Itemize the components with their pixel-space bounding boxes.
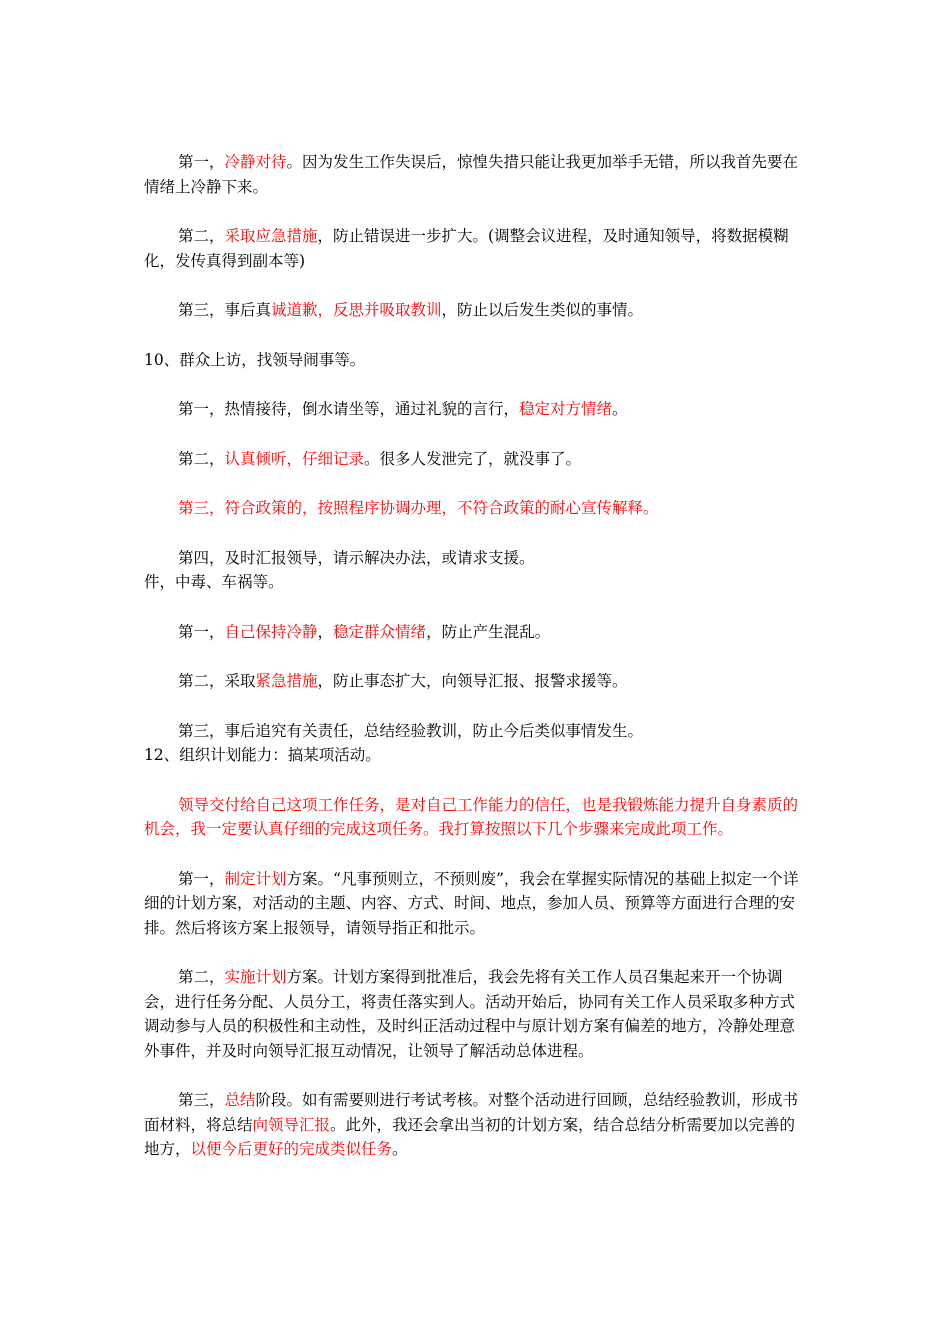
- paragraph-4: [144, 397, 808, 422]
- paragraph-13: [144, 965, 808, 1063]
- paragraph-5: [144, 447, 808, 472]
- section-heading-10: 10、群众上访，找领导闹事等。: [144, 350, 366, 369]
- text: 方案。计划方案得到批准后，我会先将有关工作人员召集起来开一个协调会，进行任务分配、人员分工，将责任落实到人。活动开始后，协同有关工作人员采取多种方式调动参与人员的积极性和主动性，及时纠正活动过程中与原计划方案有偏差的地方，冷静处理意外事件，并及时向领导汇报互动情况，让领导了解活动总体进程。: [144, 968, 796, 1060]
- highlight-text: 诚道歉，反思并吸取教训: [271, 301, 442, 319]
- text: 第一，: [178, 622, 225, 641]
- text: ，防止产生混乱。: [426, 622, 551, 641]
- text: 第三，: [178, 1091, 225, 1109]
- highlight-text: 紧急措施: [255, 672, 318, 690]
- section-heading-12: 12、组织计划能力：搞某项活动。: [144, 746, 381, 764]
- text: ，防止错误进一步扩大。(调整会议进程，及时通知领导，将数据模糊化，发传真得到副本等): [144, 227, 789, 270]
- document-page: [144, 150, 808, 1162]
- text: ，防止事态扩大，向领导汇报、报警求援等。: [317, 672, 628, 690]
- highlight-text: 以便今后更好的完成类似任务: [190, 1140, 393, 1158]
- highlight-text: 认真倾听，仔细记录: [224, 449, 365, 468]
- text: 。: [612, 400, 628, 418]
- text: 阶段。如有需要则进行考试考核。对整个活动进行回顾，总结经验教训，形成书面材料，将总结: [144, 1091, 799, 1134]
- text: 第一，: [178, 153, 225, 171]
- highlight-text: 制定计划: [224, 869, 287, 888]
- highlight-text: 冷静对待: [224, 153, 287, 171]
- text: 第一，热情接待，倒水请坐等，通过礼貌的言行，: [178, 400, 520, 418]
- highlight-text: 稳定对方情绪: [519, 400, 613, 418]
- highlight-text: 采取应急措施: [224, 227, 318, 245]
- highlight-text: 总结: [224, 1091, 256, 1109]
- text: 第二，: [178, 449, 225, 468]
- section-heading-11: 件，中毒、车祸等。: [144, 573, 284, 591]
- highlight-text: 向领导汇报: [252, 1115, 331, 1134]
- text: 。此外，我还会拿出当初的计划方案，结合总结分析需要加以完善的地方，: [144, 1115, 796, 1158]
- text: 第二，采取: [178, 672, 256, 690]
- text: 第三，事后真: [178, 301, 272, 319]
- text: ，防止以后发生类似的事情。: [441, 301, 644, 319]
- text: 。因为发生工作失误后，惊惶失措只能让我更加举手无错，所以我首先要在情绪上冷静下来。: [144, 153, 799, 196]
- paragraph-2: [144, 224, 808, 273]
- text: 方案。“凡事预则立，不预则废”，我会在掌握实际情况的基础上拟定一个详细的计划方案，对活动的主题、内容、方式、时间、地点，参加人员、预算等方面进行合理的安排。然后将该方案上报领导，请领导指正和批示。: [144, 869, 799, 937]
- highlight-text: 实施计划: [224, 968, 287, 986]
- paragraph-8: [144, 620, 808, 645]
- highlight-text: 稳定群众情绪: [333, 622, 427, 641]
- paragraph-1: [144, 150, 808, 199]
- paragraph-6: [144, 496, 808, 521]
- highlight-text: 自己保持冷静: [224, 622, 318, 641]
- paragraph-12: [144, 867, 808, 941]
- text: 第一，: [178, 869, 225, 888]
- highlight-text: ，符合政策的，按照程序协调办理，不符合政策的耐心宣传解释。: [209, 499, 659, 517]
- paragraph-11: 领导交付给自己这项工作任务，是对自己工作能力的信任，也是我锻炼能力提升自身素质的机会，我一定要认真仔细的完成这项任务。我打算按照以下几个步骤来完成此项工作。: [144, 795, 799, 838]
- paragraph-10: 第三，事后追究有关责任，总结经验教训，防止今后类似事情发生。: [178, 721, 644, 740]
- text: 第二，: [178, 968, 225, 986]
- paragraph-9: [144, 669, 808, 694]
- highlight-text: 第三: [178, 499, 210, 517]
- paragraph-7: 第四，及时汇报领导，请示解决办法，或请求支援。: [178, 548, 535, 567]
- paragraph-3: [144, 298, 808, 323]
- text: ，: [317, 622, 334, 641]
- text: 。: [392, 1140, 408, 1158]
- paragraph-14: [144, 1088, 808, 1162]
- text: 。很多人发泄完了，就没事了。: [364, 449, 582, 468]
- text: 第二，: [178, 227, 225, 245]
